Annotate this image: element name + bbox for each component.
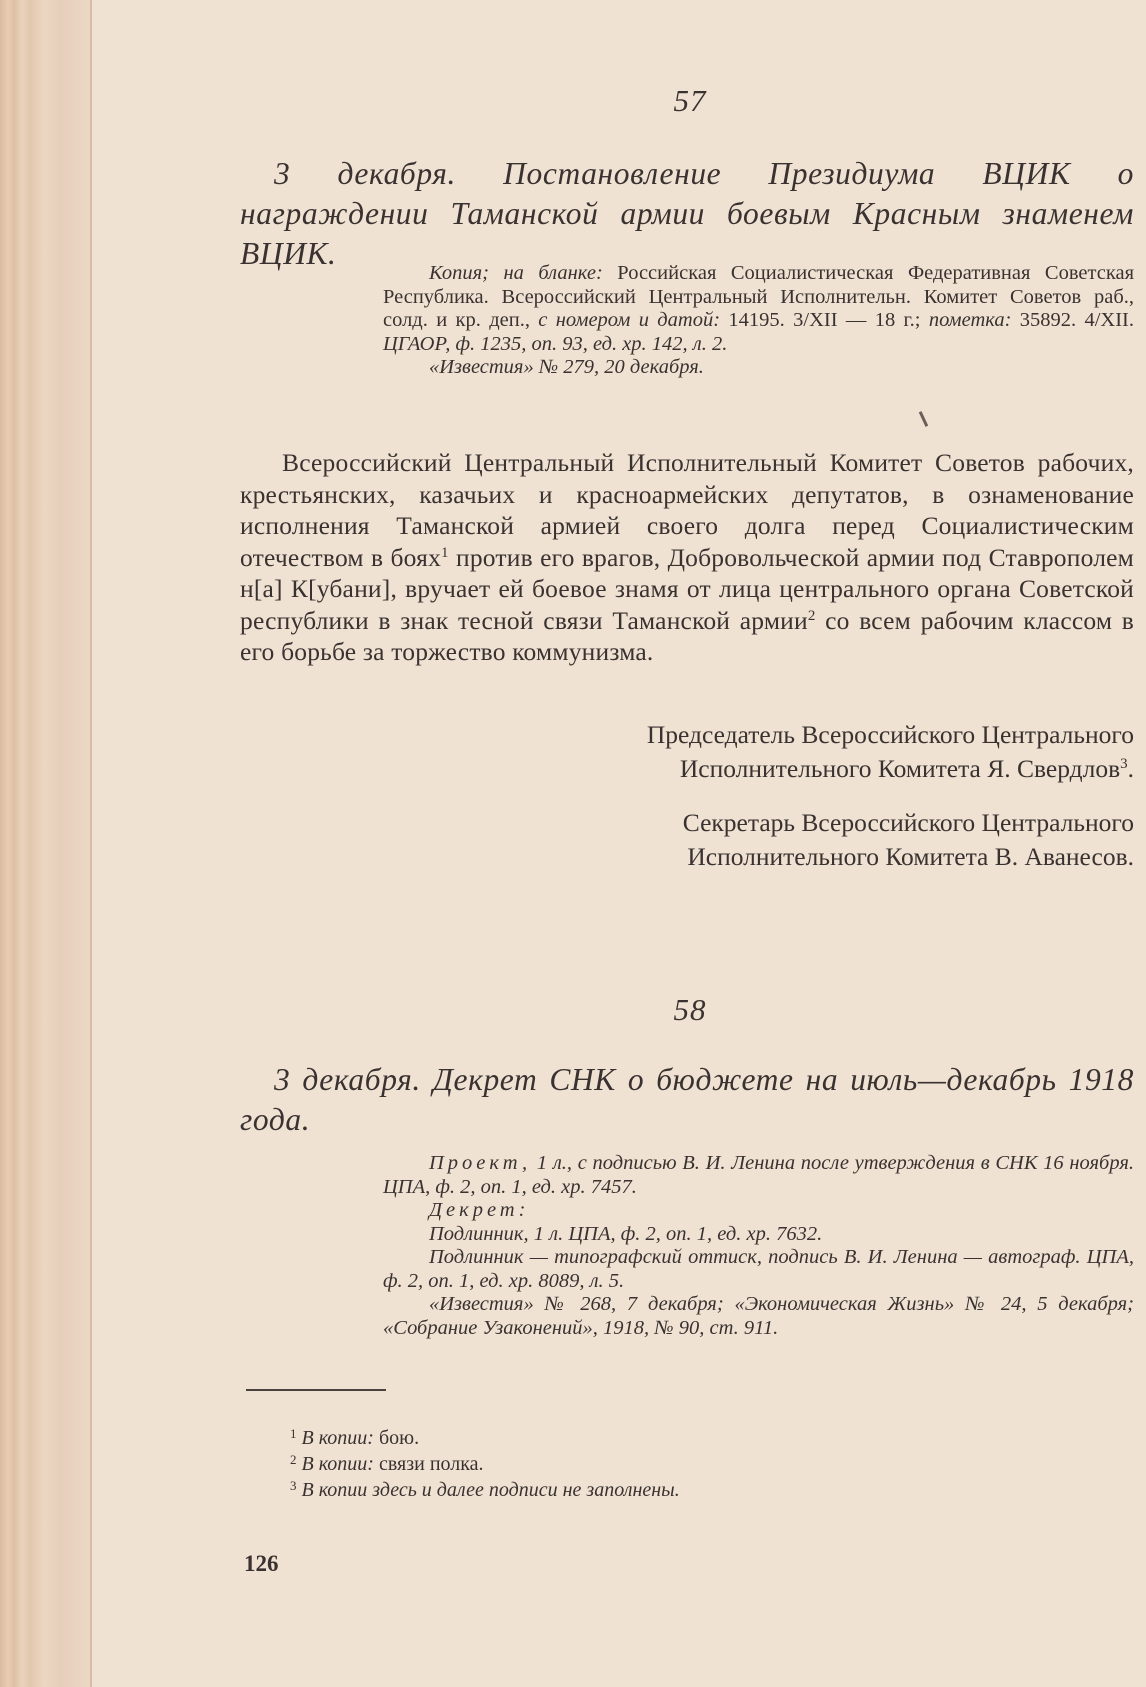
source-entry: «Известия» № 268, 7 декабря; «Экономическая Жизнь» № 24, 5 декабря; «Собрание Узаконений», 1918, № 90, ст. 911.	[383, 1293, 1134, 1339]
document-58-title-text: 3 декабря. Декрет СНК о бюджете на июль—декабрь 1918 года.	[240, 1062, 1134, 1137]
signature-secretary: Секретарь Всероссийского Центрального Исполнительного Комитета В. Аванесов.	[682, 808, 1134, 871]
footnote-ref-2: 2	[807, 607, 816, 624]
footnote-divider	[246, 1389, 386, 1391]
footnote-2: $^2$ В копии: связи полка.	[290, 1452, 484, 1475]
document-57-sources	[383, 262, 1134, 380]
source-entry: Копия; на бланке: Российская Социалистическая Федеративная Советская Республика. Всероссийский Центральный Исполнительн. Комитет Советов раб., солд. и кр. деп., с номером и датой: 14195. 3/XII — 18 г.; пометка: 35892. 4/XII. ЦГАОР, ф. 1235, оп. 93, ед. хр. 142, л. 2.	[383, 262, 1135, 355]
source-entry: Подлинник — типографский оттиск, подпись В. И. Ленина — автограф. ЦПА, ф. 2, оп. 1, ед. хр. 8089, л. 5.	[383, 1246, 1134, 1292]
footnote-1: $^1$ В копии: бою.	[290, 1426, 420, 1449]
footnote-ref-3: 3	[1120, 756, 1128, 772]
document-57-title	[240, 154, 1134, 274]
book-page-edges	[0, 0, 92, 1687]
source-entry: Подлинник, 1 л. ЦПА, ф. 2, оп. 1, ед. хр. 7632.	[429, 1222, 823, 1245]
source-entry: Проект, 1 л., с подписью В. И. Ленина после утверждения в СНК 16 ноября. ЦПА, ф. 2, оп. 1, ед. хр. 7457.	[383, 1152, 1134, 1198]
footnote-3: $^3$ В копии здесь и далее подписи не заполнены.	[290, 1478, 680, 1501]
footnote-ref-1: 1	[441, 544, 449, 561]
document-57-body: Всероссийский Центральный Исполнительный Комитет Советов рабочих, крестьянских, казачьих и красноармейских депутатов, в ознаменование исполнения Таманской армией своего долга перед Социалистическим отечеством в боях$^1$ против его врагов, Добровольческой армии под Ставрополем н[а] К[убани], вручает ей боевое знамя от лица центрального органа Советской республики в знак тесной связи Таманской армии$^2$ со всем рабочим классом в его борьбе за торжество коммунизма.	[240, 448, 1134, 666]
document-58-sources	[383, 1152, 1134, 1340]
document-number-58: 58	[673, 992, 707, 1027]
signature-chairman: Председатель Всероссийского Центрального Исполнительного Комитета Я. Свердлов$^3$.	[646, 720, 1134, 783]
page-number: 126	[244, 1551, 279, 1576]
document-57-title-text: 3 декабря. Постановление Президиума ВЦИК о награждении Таманской армии боевым Красным знаменем ВЦИК.	[240, 156, 1134, 271]
document-number-57: 57	[673, 83, 707, 118]
footnotes	[290, 1425, 680, 1503]
document-58-title	[240, 1060, 1134, 1140]
source-entry: Декрет:	[429, 1199, 530, 1221]
source-entry: «Известия» № 279, 20 декабря.	[429, 356, 704, 378]
